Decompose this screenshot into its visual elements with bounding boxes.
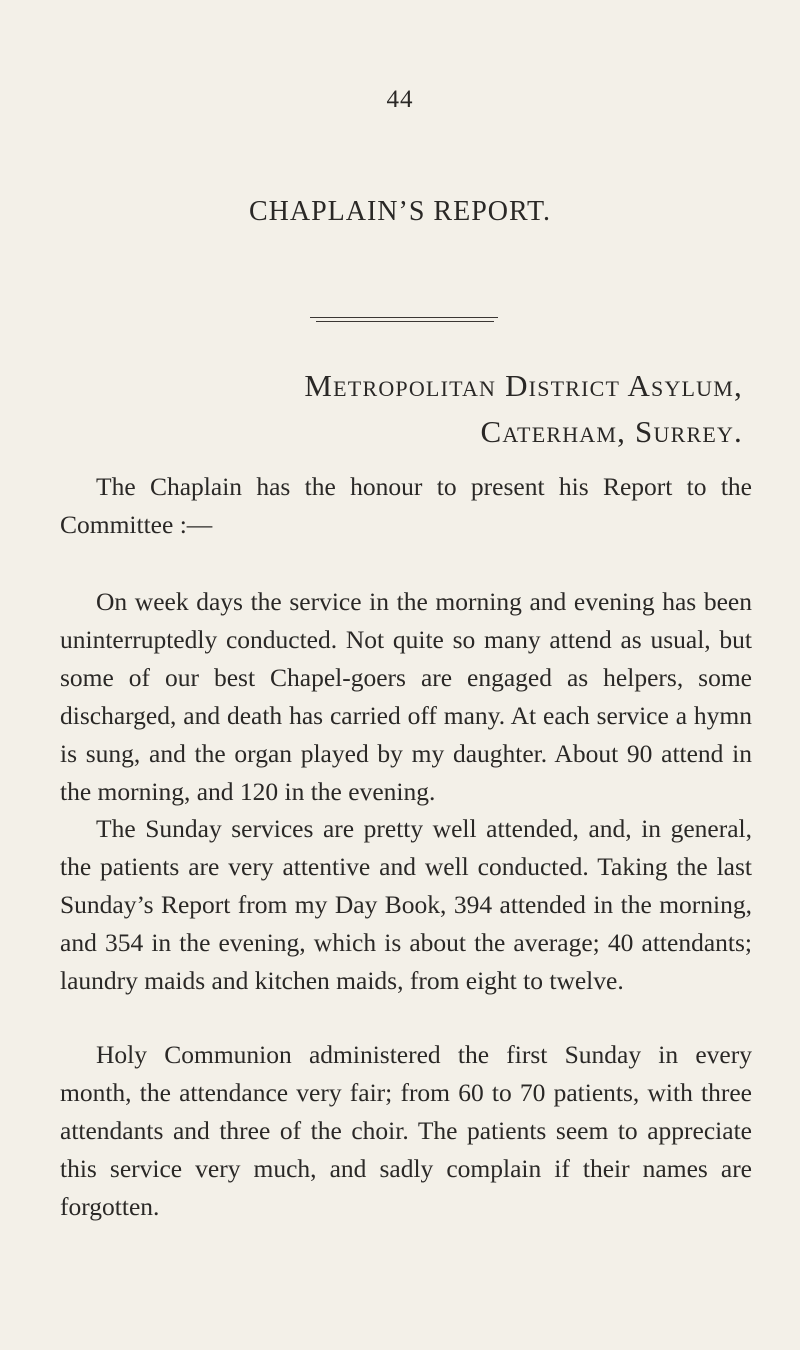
title-rule (310, 317, 498, 318)
address-institution: Metropolitan District Asylum, (304, 368, 743, 403)
paragraph-holy-communion (60, 1036, 752, 1226)
report-title: CHAPLAIN’S REPORT. (248, 196, 552, 227)
page-number: 44 (386, 86, 414, 113)
paragraph-introduction (60, 468, 752, 544)
paragraph-sunday-services-text: The Sunday services are pretty well attended, and, in general, the patients are very attentive and well conducted. Taking the last Sunday’s Report from my Day Book, 394 attended in the morning, and 354 in the evening, which is about the average; 40 attendants; laundry maids and kitchen maids, from eight to twelve. (60, 814, 752, 995)
address-location: Caterham, Surrey. (480, 414, 743, 449)
paragraph-holy-communion-text: Holy Communion administered the first Sunday in every month, the attendance very fair; from 60 to 70 patients, with three attendants and three of the choir. The patients seem to appreciate this service very much, and sadly complain if their names are forgotten. (60, 1040, 752, 1221)
paragraph-weekday-services (60, 583, 752, 811)
paragraph-sunday-services (60, 810, 752, 1000)
paragraph-weekday-services-text: On week days the service in the morning and evening has been uninterruptedly conducted. Not quite so many attend as usual, but some of our best Chapel-goers are engaged as helpers, some discharged, and death has carried off many. At each service a hymn is sung, and the organ played by my daughter. About 90 attend in the morning, and 120 in the evening. (60, 587, 752, 806)
title-rule-lower (316, 321, 494, 322)
paragraph-introduction-text: The Chaplain has the honour to present his Report to the Committee :— (60, 472, 752, 539)
